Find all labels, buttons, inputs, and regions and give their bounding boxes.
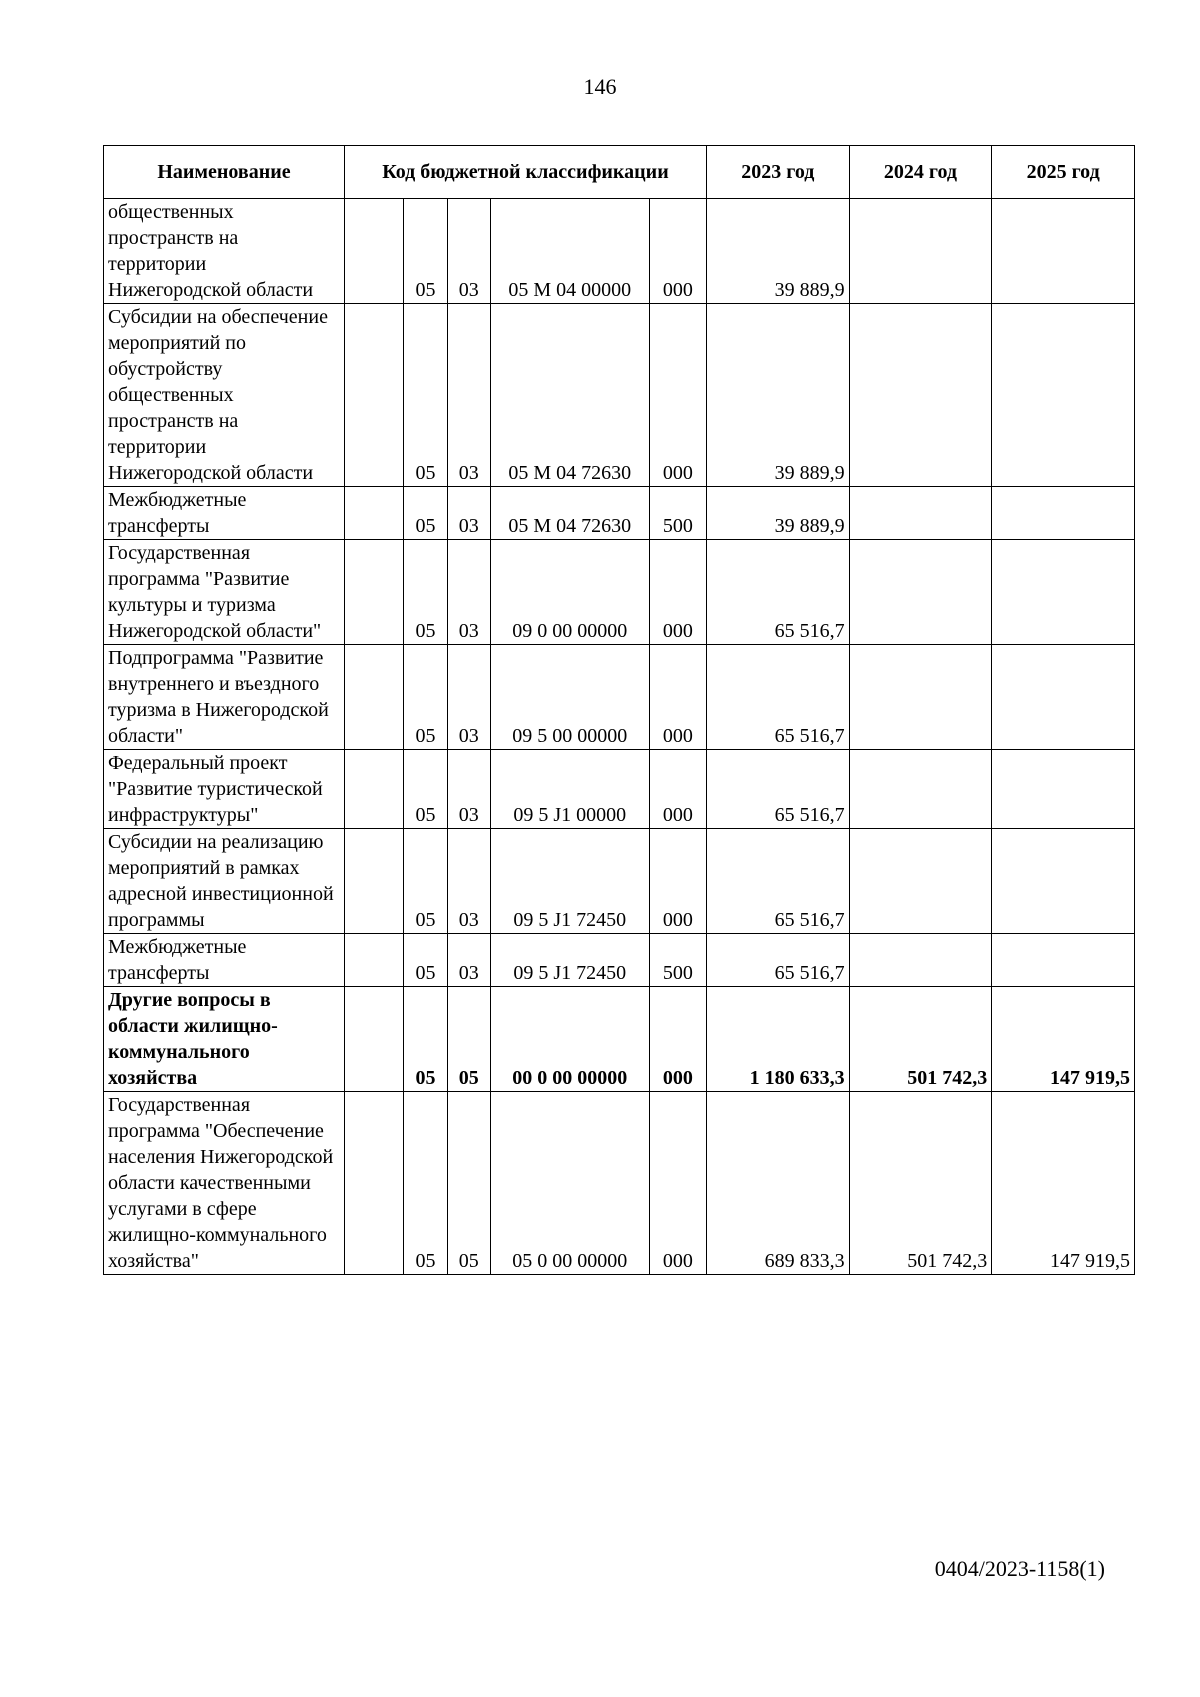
table-row <box>104 987 1135 1092</box>
cell-amount-2023: 689 833,3 <box>706 1092 849 1275</box>
cell-code-subsection: 03 <box>447 540 490 645</box>
cell-code-section-blank <box>344 1092 403 1275</box>
table-row <box>104 750 1135 829</box>
cell-code-section: 05 <box>404 934 447 987</box>
cell-amount-2024 <box>849 829 992 934</box>
cell-code-section: 05 <box>404 987 447 1092</box>
cell-name: Другие вопросы в области жилищно-коммунального хозяйства <box>104 987 345 1092</box>
cell-code-section: 05 <box>404 750 447 829</box>
cell-code-target: 05 М 04 00000 <box>490 199 649 304</box>
table-row <box>104 540 1135 645</box>
cell-code-expense-type: 500 <box>649 934 706 987</box>
cell-code-target: 09 5 J1 00000 <box>490 750 649 829</box>
cell-code-section: 05 <box>404 829 447 934</box>
cell-amount-2025: 147 919,5 <box>992 987 1135 1092</box>
cell-code-target: 05 М 04 72630 <box>490 487 649 540</box>
cell-name: Субсидии на обеспечение мероприятий по обустройству общественных пространств на территории Нижегородской области <box>104 304 345 487</box>
cell-amount-2023: 39 889,9 <box>706 487 849 540</box>
cell-code-target: 05 0 00 00000 <box>490 1092 649 1275</box>
cell-amount-2025 <box>992 645 1135 750</box>
cell-code-expense-type: 000 <box>649 304 706 487</box>
cell-code-section: 05 <box>404 1092 447 1275</box>
header-name: Наименование <box>104 146 345 199</box>
cell-name: Субсидии на реализацию мероприятий в рамках адресной инвестиционной программы <box>104 829 345 934</box>
cell-code-expense-type: 000 <box>649 750 706 829</box>
cell-code-subsection: 03 <box>447 750 490 829</box>
cell-code-target: 05 М 04 72630 <box>490 304 649 487</box>
cell-amount-2025 <box>992 750 1135 829</box>
document-code: 0404/2023-1158(1) <box>934 1556 1105 1581</box>
cell-amount-2024 <box>849 540 992 645</box>
cell-code-section-blank <box>344 829 403 934</box>
table-row <box>104 487 1135 540</box>
header-2025: 2025 год <box>992 146 1135 199</box>
cell-code-expense-type: 000 <box>649 645 706 750</box>
cell-amount-2024: 501 742,3 <box>849 987 992 1092</box>
cell-amount-2024 <box>849 750 992 829</box>
cell-code-subsection: 05 <box>447 987 490 1092</box>
table-header-row <box>104 146 1135 199</box>
page-number: 146 <box>583 74 617 99</box>
cell-code-section-blank <box>344 487 403 540</box>
cell-code-section-blank <box>344 199 403 304</box>
cell-amount-2024 <box>849 934 992 987</box>
cell-code-expense-type: 000 <box>649 1092 706 1275</box>
table-row <box>104 934 1135 987</box>
cell-amount-2024: 501 742,3 <box>849 1092 992 1275</box>
cell-code-subsection: 03 <box>447 304 490 487</box>
cell-code-subsection: 05 <box>447 1092 490 1275</box>
table-row <box>104 304 1135 487</box>
cell-code-section-blank <box>344 934 403 987</box>
cell-amount-2025 <box>992 540 1135 645</box>
table-body <box>104 199 1135 1275</box>
table-row <box>104 199 1135 304</box>
cell-amount-2025 <box>992 934 1135 987</box>
cell-code-target: 09 5 J1 72450 <box>490 829 649 934</box>
cell-code-section: 05 <box>404 540 447 645</box>
cell-amount-2023: 39 889,9 <box>706 199 849 304</box>
cell-code-section: 05 <box>404 199 447 304</box>
cell-name: Федеральный проект "Развитие туристической инфраструктуры" <box>104 750 345 829</box>
cell-code-section-blank <box>344 987 403 1092</box>
cell-code-section-blank <box>344 750 403 829</box>
cell-code-expense-type: 000 <box>649 987 706 1092</box>
cell-name: Межбюджетные трансферты <box>104 487 345 540</box>
cell-amount-2023: 1 180 633,3 <box>706 987 849 1092</box>
cell-amount-2023: 65 516,7 <box>706 750 849 829</box>
cell-amount-2023: 39 889,9 <box>706 304 849 487</box>
cell-code-expense-type: 000 <box>649 540 706 645</box>
cell-name: Подпрограмма "Развитие внутреннего и въездного туризма в Нижегородской области" <box>104 645 345 750</box>
cell-amount-2025 <box>992 304 1135 487</box>
cell-code-target: 09 0 00 00000 <box>490 540 649 645</box>
cell-amount-2025 <box>992 829 1135 934</box>
cell-code-section: 05 <box>404 487 447 540</box>
header-2023: 2023 год <box>706 146 849 199</box>
cell-name: Межбюджетные трансферты <box>104 934 345 987</box>
table-row <box>104 829 1135 934</box>
cell-code-expense-type: 500 <box>649 487 706 540</box>
cell-amount-2024 <box>849 199 992 304</box>
cell-code-target: 09 5 00 00000 <box>490 645 649 750</box>
cell-amount-2024 <box>849 645 992 750</box>
table-row <box>104 1092 1135 1275</box>
cell-amount-2023: 65 516,7 <box>706 645 849 750</box>
cell-name: общественных пространств на территории Нижегородской области <box>104 199 345 304</box>
cell-amount-2025: 147 919,5 <box>992 1092 1135 1275</box>
cell-code-expense-type: 000 <box>649 829 706 934</box>
cell-amount-2024 <box>849 304 992 487</box>
cell-amount-2023: 65 516,7 <box>706 540 849 645</box>
cell-code-section-blank <box>344 540 403 645</box>
cell-name: Государственная программа "Развитие культуры и туризма Нижегородской области" <box>104 540 345 645</box>
header-2024: 2024 год <box>849 146 992 199</box>
cell-amount-2023: 65 516,7 <box>706 934 849 987</box>
cell-amount-2023: 65 516,7 <box>706 829 849 934</box>
table-row <box>104 645 1135 750</box>
cell-name: Государственная программа "Обеспечение населения Нижегородской области качественными услугами в сфере жилищно-коммунального хозяйства" <box>104 1092 345 1275</box>
cell-code-subsection: 03 <box>447 487 490 540</box>
cell-code-section: 05 <box>404 645 447 750</box>
cell-code-section: 05 <box>404 304 447 487</box>
cell-code-subsection: 03 <box>447 934 490 987</box>
cell-code-subsection: 03 <box>447 645 490 750</box>
cell-amount-2024 <box>849 487 992 540</box>
cell-code-subsection: 03 <box>447 829 490 934</box>
cell-amount-2025 <box>992 487 1135 540</box>
cell-code-subsection: 03 <box>447 199 490 304</box>
cell-code-section-blank <box>344 645 403 750</box>
cell-code-target: 00 0 00 00000 <box>490 987 649 1092</box>
budget-table <box>103 145 1135 1275</box>
cell-code-target: 09 5 J1 72450 <box>490 934 649 987</box>
header-code: Код бюджетной классификации <box>344 146 706 199</box>
cell-amount-2025 <box>992 199 1135 304</box>
cell-code-expense-type: 000 <box>649 199 706 304</box>
cell-code-section-blank <box>344 304 403 487</box>
